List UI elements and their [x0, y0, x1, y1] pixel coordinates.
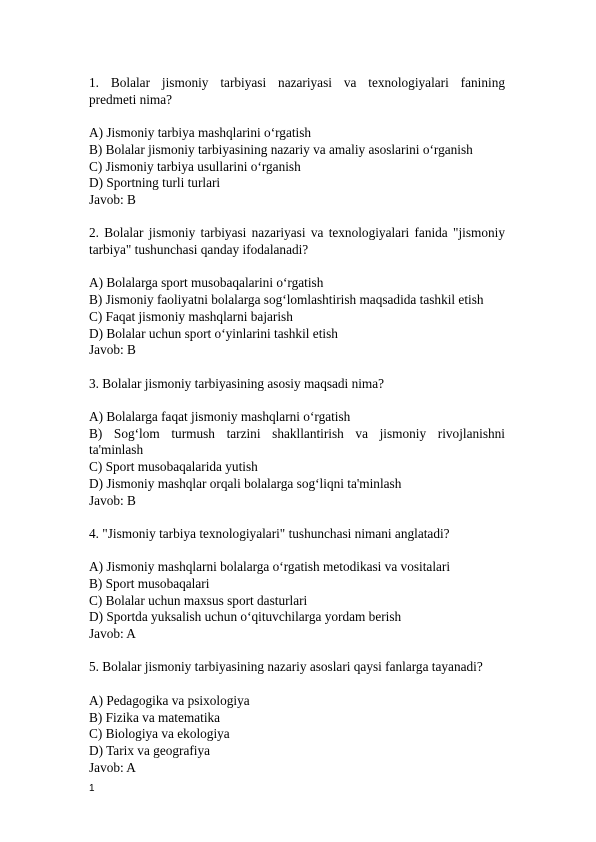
question-text: predmeti nima?: [89, 91, 173, 107]
option-c: C) Jismoniy tarbiya usullarini o‘rganish: [89, 158, 301, 174]
option-c: C) Sport musobaqalarida yutish: [89, 459, 258, 475]
question-text: 2. Bolalar jismoniy tarbiyasi nazariyasi va texnologiyalari fanida "jismoniy: [89, 225, 505, 241]
option-a: A) Pedagogika va psixologiya: [89, 692, 250, 708]
option-d: D) Tarix va geografiya: [89, 742, 211, 758]
option-a: A) Jismoniy mashqlarni bolalarga o‘rgatish metodikasi va vositalari: [89, 559, 451, 575]
option-b-continued: ta'minlash: [89, 442, 144, 458]
option-b: B) Jismoniy faoliyatni bolalarga sog‘lomlashtirish maqsadida tashkil etish: [89, 292, 484, 308]
option-c: C) Biologiya va ekologiya: [89, 726, 230, 742]
answer: Javob: A: [89, 759, 136, 775]
option-d: D) Jismoniy mashqlar orqali bolalarga sog‘liqni ta'minlash: [89, 475, 402, 491]
option-a: A) Bolalarga faqat jismoniy mashqlarni o‘rgatish: [89, 408, 351, 424]
option-b: B) Sog‘lom turmush tarzini shakllantirish va jismoniy rivojlanishni: [89, 425, 505, 441]
question-text: tarbiya" tushunchasi qanday ifodalanadi?: [89, 242, 309, 257]
option-c: C) Faqat jismoniy mashqlarni bajarish: [89, 308, 293, 324]
question-text: 4. "Jismoniy tarbiya texnologiyalari" tushunchasi nimani anglatadi?: [89, 525, 450, 541]
question-2: [89, 225, 505, 375]
option-b: B) Fizika va matematika: [89, 709, 221, 725]
option-d: D) Sportning turli turlari: [89, 175, 221, 191]
question-text: 5. Bolalar jismoniy tarbiyasining nazariy asoslari qaysi fanlarga tayanadi?: [89, 659, 483, 675]
question-5: [89, 659, 505, 776]
answer: Javob: B: [89, 492, 136, 508]
answer: Javob: B: [89, 342, 136, 358]
option-d: D) Bolalar uchun sport o‘yinlarini tashkil etish: [89, 325, 338, 341]
option-d: D) Sportda yuksalish uchun o‘qituvchilarga yordam berish: [89, 609, 402, 625]
option-c: C) Bolalar uchun maxsus sport dasturlari: [89, 592, 308, 608]
page-number: 1: [89, 783, 95, 794]
question-text: 1. Bolalar jismoniy tarbiyasi nazariyasi va texnologiyalari fanining: [89, 75, 505, 90]
option-b: B) Sport musobaqalari: [89, 575, 210, 591]
answer: Javob: B: [89, 191, 136, 207]
document-page: [89, 75, 505, 776]
question-3: [89, 376, 505, 526]
option-a: A) Jismoniy tarbiya mashqlarini o‘rgatish: [89, 125, 312, 141]
question-4: [89, 526, 505, 660]
question-text: 3. Bolalar jismoniy tarbiyasining asosiy maqsadi nima?: [89, 375, 385, 391]
question-1: [89, 75, 505, 225]
answer: Javob: A: [89, 626, 136, 642]
option-b: B) Bolalar jismoniy tarbiyasining nazariy va amaliy asoslarini o‘rganish: [89, 141, 473, 157]
option-a: A) Bolalarga sport musobaqalarini o‘rgatish: [89, 275, 324, 291]
